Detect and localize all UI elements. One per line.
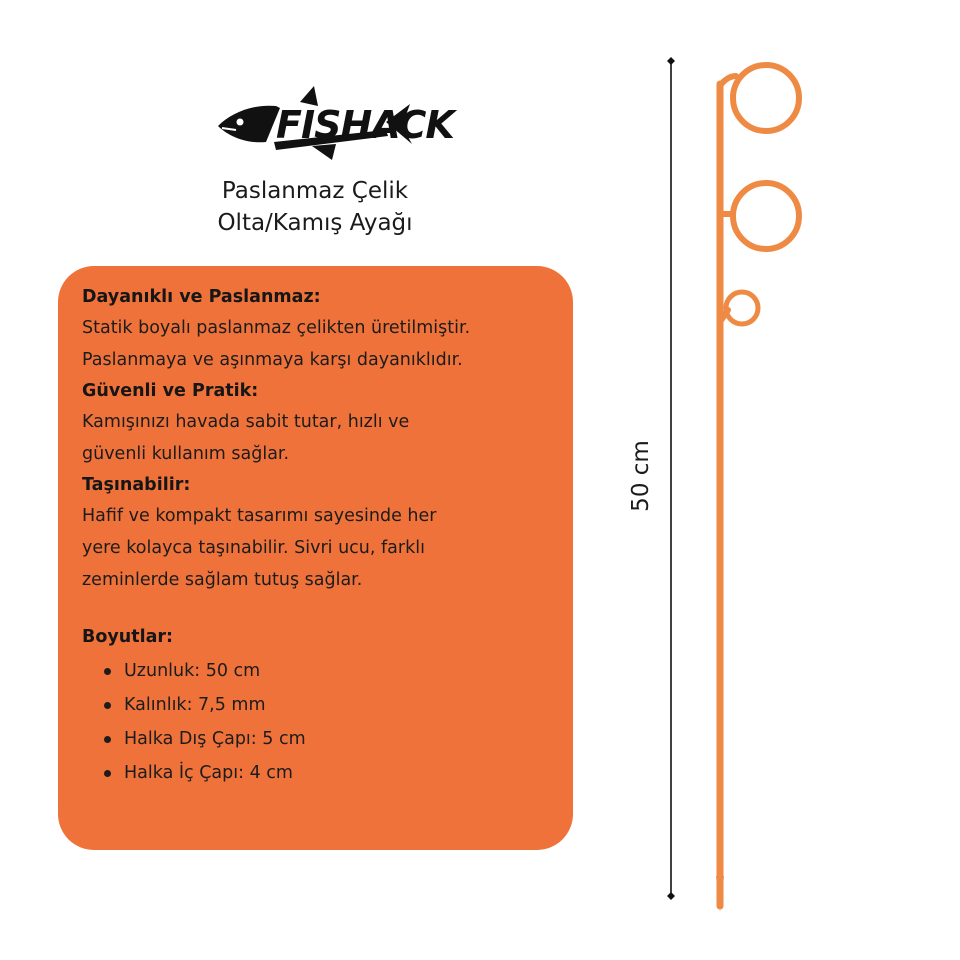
feature-title-portable: Taşınabilir: <box>82 475 191 495</box>
bullet-icon <box>104 770 111 777</box>
dimension-text: Halka Dış Çapı: 5 cm <box>124 729 306 749</box>
dimensions-list <box>82 654 555 790</box>
features-card <box>58 266 573 850</box>
small-loop <box>726 292 758 324</box>
bullet-icon <box>104 668 111 675</box>
feature-title-durable: Dayanıklı ve Paslanmaz: <box>82 287 321 307</box>
fish-eye <box>237 119 244 126</box>
bullet-icon <box>104 736 111 743</box>
bullet-icon <box>104 702 111 709</box>
feature-title-safe: Güvenli ve Pratik: <box>82 381 259 401</box>
feature-text-line: yere kolayca taşınabilir. Sivri ucu, farklı <box>82 538 425 558</box>
feature-text-line: güvenli kullanım sağlar. <box>82 444 290 464</box>
rod-holder-image <box>706 46 826 916</box>
dimension-item <box>104 654 555 688</box>
dimension-text: Uzunluk: 50 cm <box>124 661 261 681</box>
dimensions-title: Boyutlar: <box>82 627 174 647</box>
product-title-line-2: Olta/Kamış Ayağı <box>217 210 413 236</box>
measurement-line <box>666 57 676 900</box>
feature-text-line: Hafif ve kompakt tasarımı sayesinde her <box>82 506 437 526</box>
measurement-label: 50 cm <box>628 440 654 512</box>
measure-bottom-marker <box>667 892 675 900</box>
measure-top-marker <box>667 57 675 65</box>
feature-text-line: Kamışınızı havada sabit tutar, hızlı ve <box>82 412 410 432</box>
feature-text-line: Statik boyalı paslanmaz çelikten üretilmiştir. <box>82 318 471 338</box>
spacer <box>82 596 555 622</box>
feature-text-line: Paslanmaya ve aşınmaya karşı dayanıklıdır. <box>82 350 463 370</box>
top-ring <box>733 65 799 131</box>
dimension-text: Halka İç Çapı: 4 cm <box>124 763 293 783</box>
feature-text-line: zeminlerde sağlam tutuş sağlar. <box>82 570 363 590</box>
brand-logo-text: FISHACK <box>276 103 454 147</box>
fishack-logo <box>214 82 454 170</box>
dimension-item <box>104 688 555 722</box>
dimension-text: Kalınlık: 7,5 mm <box>124 695 266 715</box>
dimension-item <box>104 722 555 756</box>
dimension-item <box>104 756 555 790</box>
middle-ring <box>733 183 799 249</box>
product-title-line-1: Paslanmaz Çelik <box>221 178 409 204</box>
